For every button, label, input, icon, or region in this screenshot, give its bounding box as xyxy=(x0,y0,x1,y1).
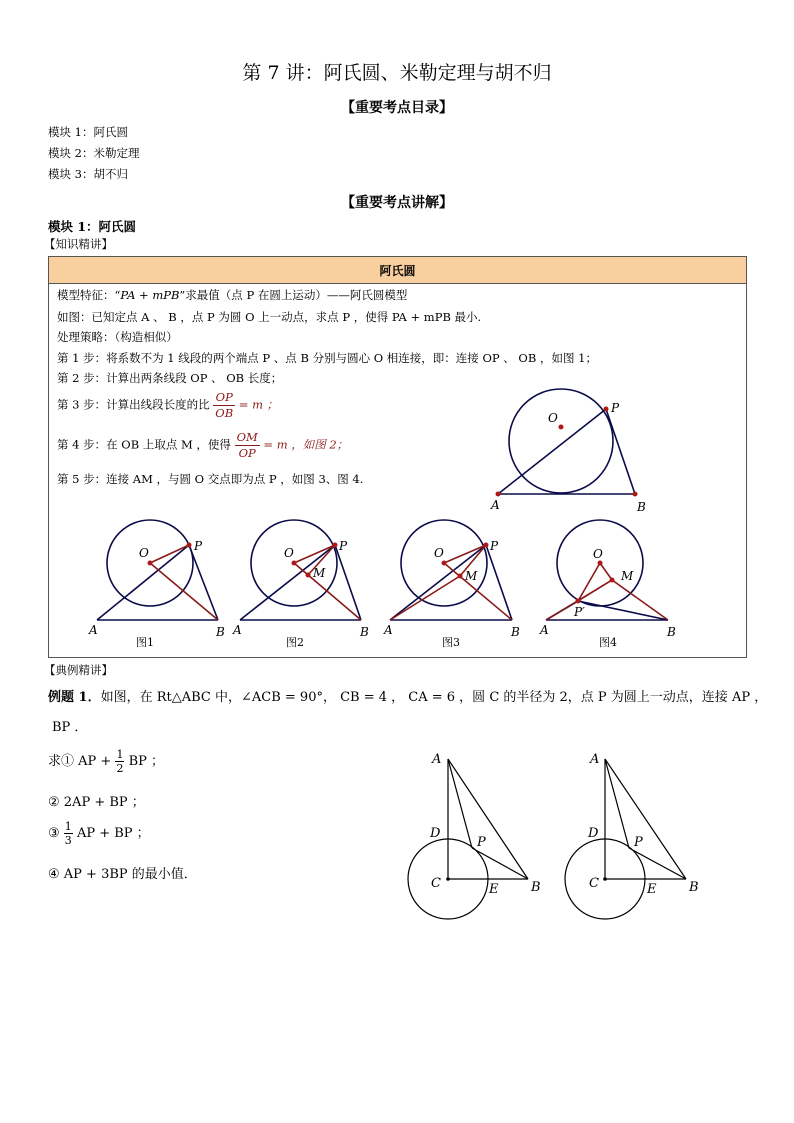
problem-statement: 如图：已知定点 A 、 B ，点 P 为圆 O 上一动点，求点 P ，使得 PA + mPB 最小. xyxy=(57,310,482,324)
question-2: ② 2AP + BP ； xyxy=(48,795,145,810)
label-b: B xyxy=(360,625,369,639)
label-p: P xyxy=(611,401,620,415)
segment-ab xyxy=(605,759,686,879)
label-d: D xyxy=(588,826,599,841)
segment-op xyxy=(578,563,600,601)
fraction-third xyxy=(64,820,73,847)
label-p: P xyxy=(339,539,348,553)
label-p: P xyxy=(194,539,203,553)
page-title: 第 7 讲：阿氏圆、米勒定理与胡不归 xyxy=(242,62,552,84)
circle-o xyxy=(509,389,613,493)
segment-om xyxy=(600,563,612,580)
label-p: P xyxy=(477,835,486,850)
label-m: M xyxy=(313,566,326,580)
step-4-post: = m ，如图 2； xyxy=(263,437,349,452)
label-m: M xyxy=(621,569,634,583)
example-figure-right xyxy=(565,759,686,919)
example-1-continued: BP ． xyxy=(52,720,88,735)
label-b: B xyxy=(637,500,646,514)
label-a: A xyxy=(89,623,98,637)
label-c: C xyxy=(431,876,441,891)
label-p: P xyxy=(634,835,643,850)
label-b: B xyxy=(216,625,225,639)
label-e: E xyxy=(489,882,499,897)
label-p-prime: P′ xyxy=(574,605,585,619)
label-o: O xyxy=(434,546,444,560)
label-b: B xyxy=(531,880,541,895)
label-o: O xyxy=(139,546,149,560)
label-a: A xyxy=(590,752,600,767)
model-feature-pre: 模型特征：“ xyxy=(57,288,121,302)
toc-item-1: 模块 1：阿氏圆 xyxy=(48,125,128,139)
toc-heading: 【重要考点目录】 xyxy=(341,100,453,116)
ratio-den: OP xyxy=(238,446,256,460)
segment-ap xyxy=(605,759,629,848)
figure-2 xyxy=(240,520,361,620)
ratio-num: OM xyxy=(236,430,258,444)
label-p: P xyxy=(490,539,499,553)
frac-num: 1 xyxy=(116,748,124,761)
question-3 xyxy=(48,820,150,847)
label-d: D xyxy=(430,826,441,841)
model-feature-post: ”求最值（点 P 在圆上运动）——阿氏圆模型 xyxy=(179,288,408,302)
label-a: A xyxy=(233,623,242,637)
figure-1 xyxy=(97,520,218,620)
example-1-text xyxy=(48,686,767,705)
segment-pb xyxy=(606,409,635,494)
label-m: M xyxy=(465,569,478,583)
module1-title: 模块 1：阿氏圆 xyxy=(48,219,137,234)
box-header-title: 阿氏圆 xyxy=(379,264,416,278)
step-3-pre: 第 3 步：计算出线段长度的比 xyxy=(57,397,210,412)
question-1 xyxy=(48,748,164,775)
label-a: A xyxy=(384,623,393,637)
label-a: A xyxy=(491,498,500,512)
segment-am xyxy=(390,576,460,620)
label-a: A xyxy=(432,752,442,767)
segment-ap xyxy=(448,759,472,848)
toc-item-3: 模块 3：胡不归 xyxy=(48,167,128,181)
ratio-num: OP xyxy=(213,390,235,406)
fig-caption-3: 图3 xyxy=(442,636,460,649)
label-e: E xyxy=(647,882,657,897)
segment-pm xyxy=(578,580,612,601)
label-o: O xyxy=(548,411,558,425)
fraction-half xyxy=(115,748,124,775)
step-2: 第 2 步：计算出两条线段 OP 、 OB 长度； xyxy=(57,371,283,385)
figure-4 xyxy=(546,520,668,620)
question-1-post: BP ； xyxy=(128,754,165,769)
toc-item-2: 模块 2：米勒定理 xyxy=(48,146,140,160)
points xyxy=(148,407,638,604)
question-3-pre: ③ xyxy=(48,826,60,841)
segment-op xyxy=(444,545,486,563)
segment-pb xyxy=(472,848,528,879)
label-b: B xyxy=(511,625,520,639)
fig-caption-2: 图2 xyxy=(286,636,304,649)
label-b: B xyxy=(689,880,699,895)
example-1-label: 例题 1． xyxy=(48,690,101,705)
example-1-body: 如图，在 Rt△ABC 中，∠ACB = 90°， CB = 4 ， CA = 6 ，圆 C 的半径为 2，点 P 为圆上一动点，连接 AP ， xyxy=(100,690,768,705)
fig-caption-1: 图1 xyxy=(136,636,154,649)
explain-heading: 【重要考点讲解】 xyxy=(341,195,453,211)
label-a: A xyxy=(540,623,549,637)
example-figure-left xyxy=(408,759,528,919)
segment-pb xyxy=(629,848,686,879)
frac-den: 3 xyxy=(64,834,72,847)
ratio-den: OB xyxy=(215,406,234,420)
frac-num: 1 xyxy=(64,820,72,833)
step-4-pre: 第 4 步：在 OB 上取点 M ，使得 xyxy=(57,437,231,452)
strategy: 处理策略：（构造相似） xyxy=(57,330,178,344)
segment-ab xyxy=(448,759,528,879)
step-3-post: = m ； xyxy=(238,397,279,412)
fig-caption-4: 图4 xyxy=(599,636,617,649)
example-heading: 【典例精讲】 xyxy=(44,663,113,677)
model-feature-expr: PA + mPB xyxy=(120,288,180,302)
label-o: O xyxy=(284,546,294,560)
label-c: C xyxy=(589,876,599,891)
label-o: O xyxy=(593,547,603,561)
label-b: B xyxy=(667,625,676,639)
step-1: 第 1 步：将系数不为 1 线段的两个端点 P 、点 B 分别与圆心 O 相连接，即：连接 OP 、 OB ，如图 1； xyxy=(57,351,597,365)
question-3-post: AP + BP ； xyxy=(76,826,150,841)
question-4: ④ AP + 3BP 的最小值． xyxy=(48,867,197,882)
step-5: 第 5 步：连接 AM ，与圆 O 交点即为点 P ，如图 3、图 4. xyxy=(57,472,364,486)
knowledge-heading: 【知识精讲】 xyxy=(44,237,113,251)
figure-3 xyxy=(390,520,512,620)
question-1-pre: 求① AP + xyxy=(48,754,112,769)
frac-den: 2 xyxy=(116,762,124,775)
